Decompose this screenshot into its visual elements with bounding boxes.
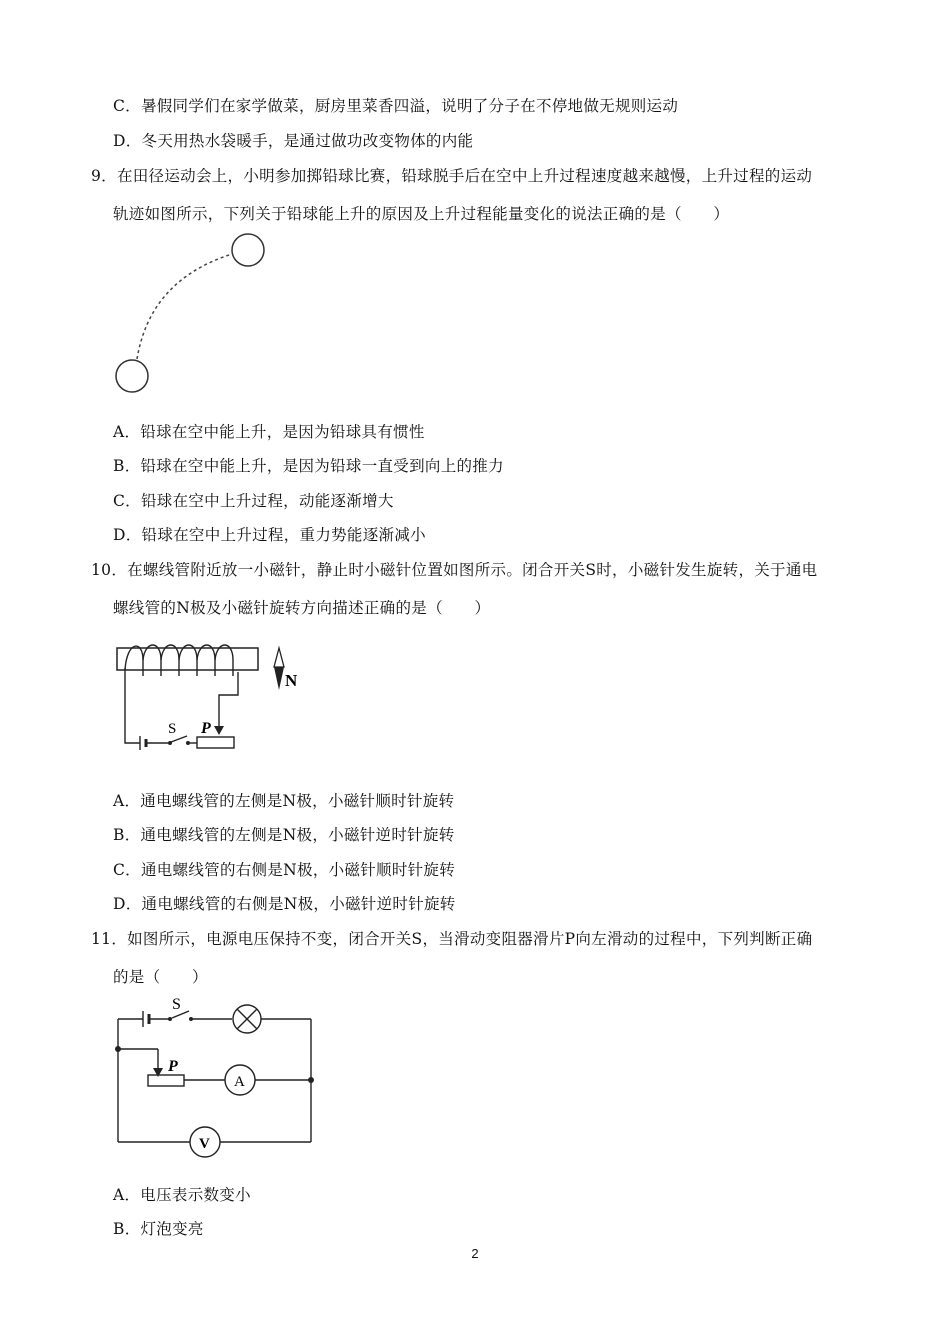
q11-option-a: A．电压表示数变小	[113, 1186, 251, 1204]
q9-stem-line1: 9．在田径运动会上，小明参加掷铅球比赛，铅球脱手后在空中上升过程速度越来越慢，上升过程的运动	[91, 167, 813, 185]
q10-switch-label: S	[168, 721, 177, 737]
q8-option-c: C．暑假同学们在家学做菜，厨房里菜香四溢，说明了分子在不停地做无规则运动	[113, 97, 679, 115]
q10-stem-line2: 螺线管的N极及小磁针旋转方向描述正确的是（ ）	[113, 599, 491, 617]
ammeter-label: A	[234, 1074, 245, 1090]
q11-switch-label: S	[172, 996, 181, 1013]
q10-needle-label: N	[285, 671, 298, 690]
q10-option-b: B．通电螺线管的左侧是N极，小磁针逆时针旋转	[113, 826, 455, 844]
q9-option-c: C．铅球在空中上升过程，动能逐渐增大	[113, 492, 394, 510]
q10-stem-line1: 10．在螺线管附近放一小磁针，静止时小磁针位置如图所示。闭合开关S时，小磁针发生旋转，关于通电	[91, 561, 818, 579]
q9-option-d: D．铅球在空中上升过程，重力势能逐渐减小	[113, 526, 426, 544]
q9-option-b: B．铅球在空中能上升，是因为铅球一直受到向上的推力	[113, 457, 504, 475]
q11-option-b: B．灯泡变亮	[113, 1220, 204, 1238]
q11-stem-line2: 的是（ ）	[113, 968, 208, 986]
q11-slider-label: P	[168, 1058, 178, 1075]
q11-stem-line1: 11．如图所示，电源电压保持不变，闭合开关S，当滑动变阻器滑片P向左滑动的过程中，下列判断正确	[91, 930, 813, 948]
voltmeter-label: V	[199, 1136, 210, 1152]
q10-option-c: C．通电螺线管的右侧是N极，小磁针顺时针旋转	[113, 861, 456, 879]
page-number: 2	[471, 1246, 479, 1261]
q10-option-d: D．通电螺线管的右侧是N极，小磁针逆时针旋转	[113, 895, 456, 913]
q9-stem-line2: 轨迹如图所示，下列关于铅球能上升的原因及上升过程能量变化的说法正确的是（ ）	[113, 205, 730, 223]
q10-slider-label: P	[201, 720, 211, 737]
q10-option-a: A．通电螺线管的左侧是N极，小磁针顺时针旋转	[113, 792, 455, 810]
q8-option-d: D．冬天用热水袋暖手，是通过做功改变物体的内能	[113, 132, 474, 150]
q9-option-a: A．铅球在空中能上升，是因为铅球具有惯性	[113, 423, 425, 441]
